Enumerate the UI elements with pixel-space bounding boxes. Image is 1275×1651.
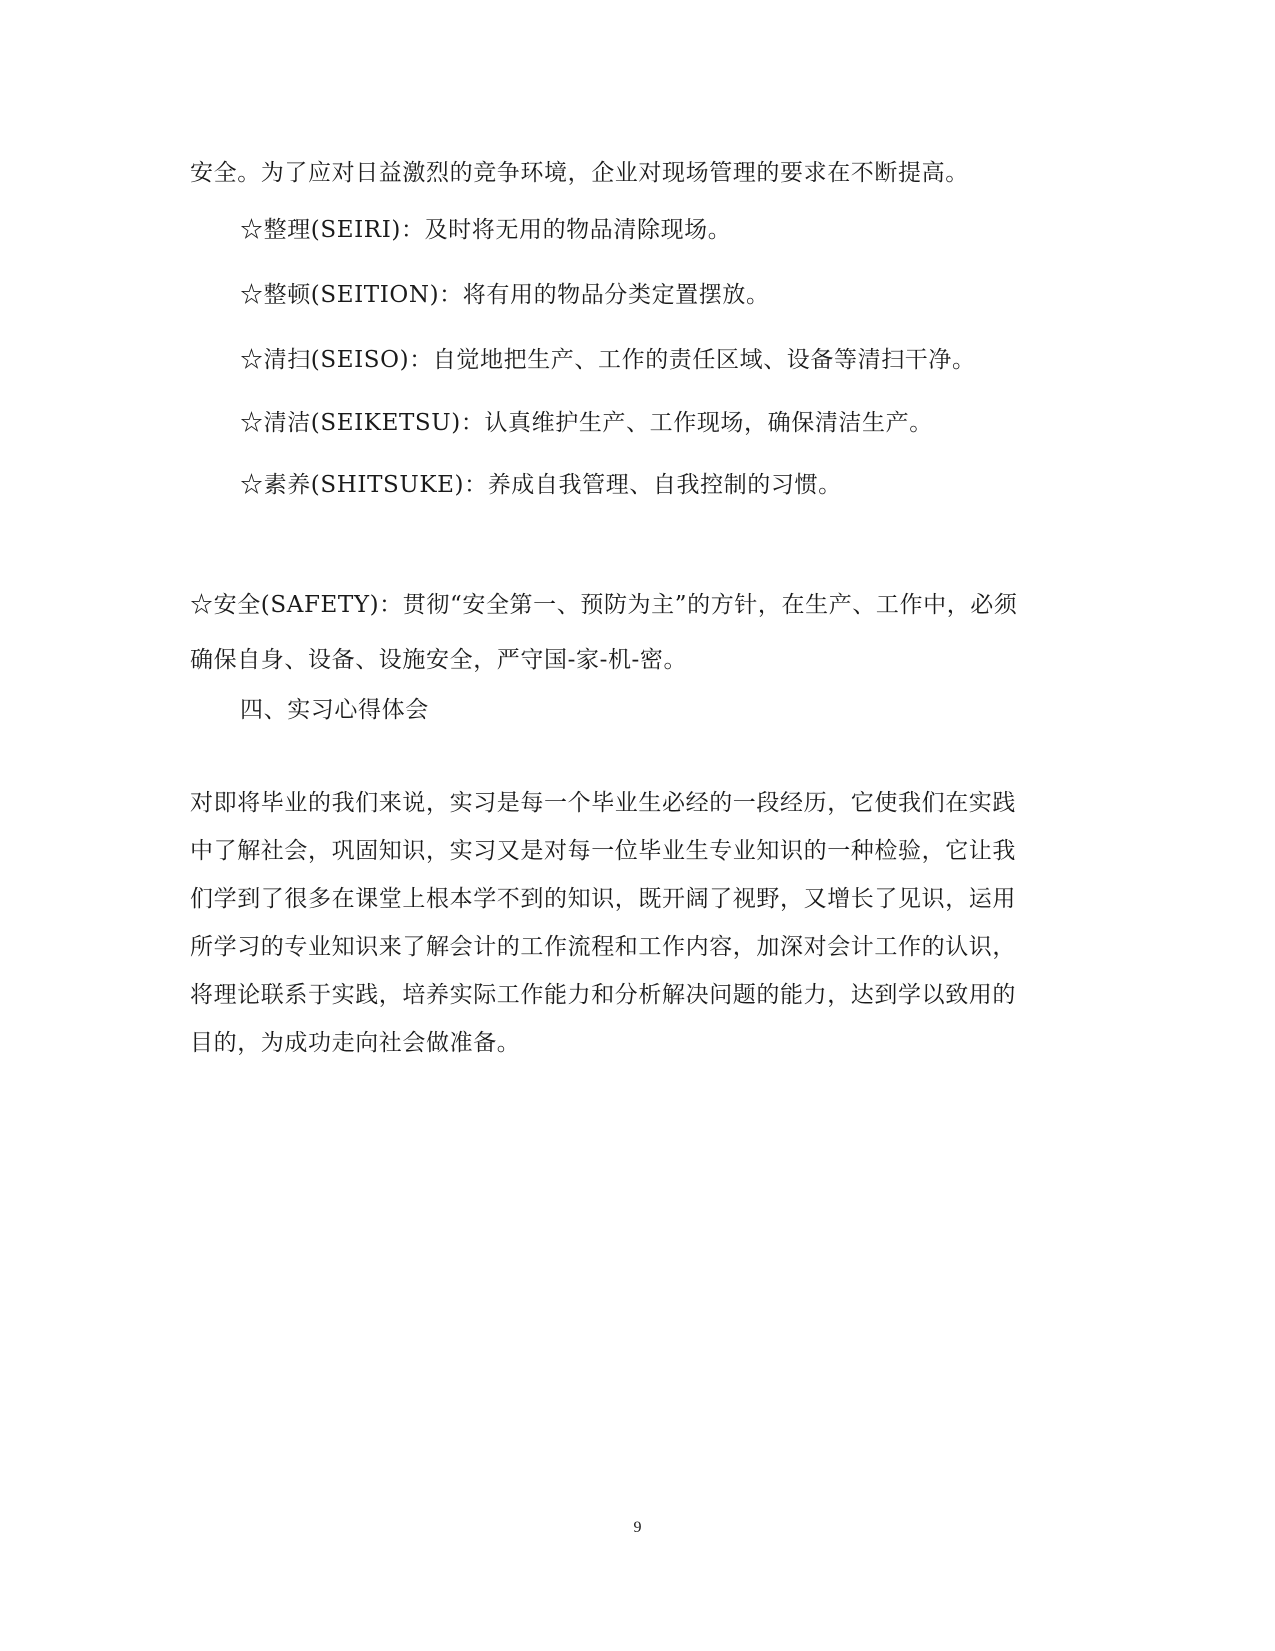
paragraph-line-3: 们学到了很多在课堂上根本学不到的知识，既开阔了视野，又增长了见识，运用 (190, 886, 1016, 912)
paragraph-line-2: 中了解社会，巩固知识，实习又是对每一位毕业生专业知识的一种检验，它让我 (190, 838, 1016, 864)
paragraph-line-6: 目的，为成功走向社会做准备。 (190, 1030, 521, 1056)
bullet-seiri: ☆整理(SEIRI)：及时将无用的物品清除现场。 (240, 217, 732, 243)
bullet-seiso: ☆清扫(SEISO)：自觉地把生产、工作的责任区域、设备等清扫干净。 (240, 347, 976, 373)
section-heading: 四、实习心得体会 (240, 697, 429, 723)
bullet-shitsuke: ☆素养(SHITSUKE)：养成自我管理、自我控制的习惯。 (240, 472, 842, 498)
bullet-seition: ☆整顿(SEITION)：将有用的物品分类定置摆放。 (240, 282, 770, 308)
continuation-line: 安全。为了应对日益激烈的竞争环境，企业对现场管理的要求在不断提高。 (190, 160, 969, 186)
paragraph-line-1: 对即将毕业的我们来说，实习是每一个毕业生必经的一段经历，它使我们在实践 (190, 790, 1016, 816)
paragraph-line-4: 所学习的专业知识来了解会计的工作流程和工作内容，加深对会计工作的认识， (190, 934, 1016, 960)
safety-line-1: ☆安全(SAFETY)：贯彻“安全第一、预防为主”的方针，在生产、工作中，必须 (190, 592, 1018, 618)
page-number: 9 (633, 1519, 642, 1536)
safety-line-2: 确保自身、设备、设施安全，严守国-家-机-密。 (190, 647, 688, 673)
bullet-seiketsu: ☆清洁(SEIKETSU)：认真维护生产、工作现场，确保清洁生产。 (240, 410, 933, 436)
paragraph-line-5: 将理论联系于实践，培养实际工作能力和分析解决问题的能力，达到学以致用的 (190, 982, 1016, 1008)
